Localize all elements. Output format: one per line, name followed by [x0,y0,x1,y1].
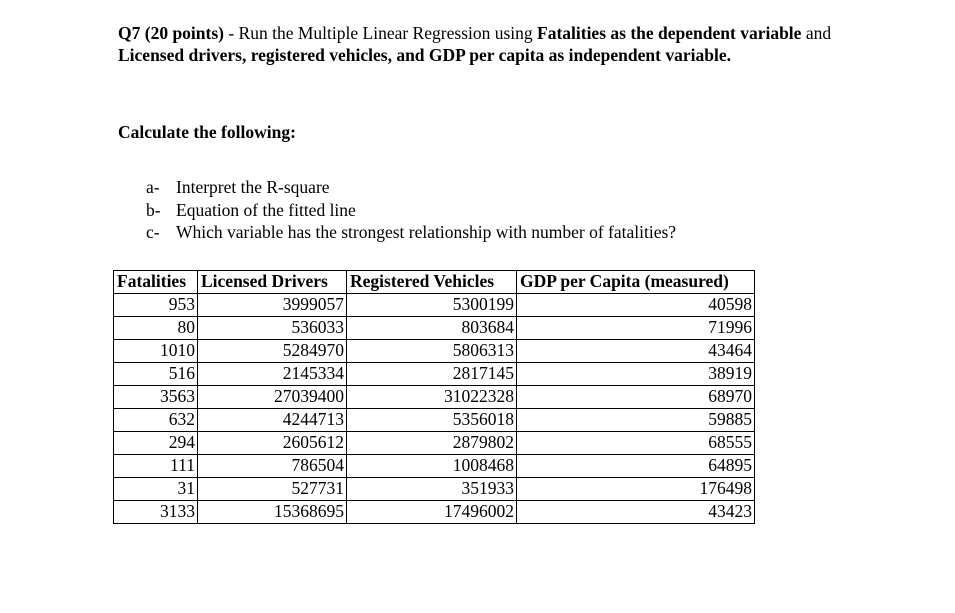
cell-registered-vehicles: 5356018 [347,409,517,432]
header-registered-vehicles: Registered Vehicles [347,271,517,294]
cell-registered-vehicles: 803684 [347,317,517,340]
cell-licensed-drivers: 536033 [198,317,347,340]
question-text-part-1: - Run the Multiple Linear Regression using [223,23,537,43]
task-list [146,176,676,244]
cell-licensed-drivers: 2145334 [198,363,347,386]
table-row [114,432,755,455]
cell-fatalities: 294 [114,432,198,455]
task-marker: a- [146,177,160,197]
cell-gdp-per-capita: 38919 [517,363,755,386]
dependent-variable: Fatalities as the dependent variable [537,23,802,43]
table-row [114,386,755,409]
cell-licensed-drivers: 527731 [198,478,347,501]
table-row [114,409,755,432]
cell-fatalities: 516 [114,363,198,386]
cell-fatalities: 1010 [114,340,198,363]
cell-fatalities: 3563 [114,386,198,409]
cell-fatalities: 3133 [114,501,198,524]
cell-gdp-per-capita: 59885 [517,409,755,432]
cell-licensed-drivers: 4244713 [198,409,347,432]
cell-licensed-drivers: 3999057 [198,294,347,317]
cell-gdp-per-capita: 43423 [517,501,755,524]
cell-licensed-drivers: 5284970 [198,340,347,363]
cell-registered-vehicles: 31022328 [347,386,517,409]
independent-variables: Licensed drivers, registered vehicles, and GDP per capita as independent variable. [118,45,731,65]
cell-fatalities: 31 [114,478,198,501]
table-row [114,317,755,340]
table-row [114,501,755,524]
cell-fatalities: 632 [114,409,198,432]
header-gdp-per-capita: GDP per Capita (measured) [517,271,755,294]
calculate-heading: Calculate the following: [118,122,296,142]
cell-registered-vehicles: 2817145 [347,363,517,386]
task-item [146,199,676,222]
cell-registered-vehicles: 1008468 [347,455,517,478]
cell-gdp-per-capita: 68970 [517,386,755,409]
task-item [146,176,676,199]
cell-fatalities: 953 [114,294,198,317]
data-table [113,270,755,524]
task-text: Equation of the fitted line [176,199,356,220]
table-row [114,478,755,501]
header-fatalities: Fatalities [114,271,198,294]
cell-gdp-per-capita: 71996 [517,317,755,340]
cell-licensed-drivers: 27039400 [198,386,347,409]
table-row [114,294,755,317]
cell-licensed-drivers: 2605612 [198,432,347,455]
question-text-part-2: and [801,23,832,43]
table-row [114,455,755,478]
task-marker: c- [146,222,160,242]
cell-fatalities: 80 [114,317,198,340]
cell-gdp-per-capita: 176498 [517,478,755,501]
task-marker: b- [146,199,161,220]
table-row [114,363,755,386]
table-row [114,340,755,363]
cell-gdp-per-capita: 43464 [517,340,755,363]
cell-registered-vehicles: 17496002 [347,501,517,524]
cell-gdp-per-capita: 68555 [517,432,755,455]
table-header-row [114,271,755,294]
cell-licensed-drivers: 15368695 [198,501,347,524]
cell-registered-vehicles: 5300199 [347,294,517,317]
cell-registered-vehicles: 5806313 [347,340,517,363]
task-text: Which variable has the strongest relationship with number of fatalities? [176,222,677,242]
question-label: Q7 (20 points) [118,23,224,43]
cell-gdp-per-capita: 40598 [517,294,755,317]
cell-licensed-drivers: 786504 [198,455,347,478]
header-licensed-drivers: Licensed Drivers [198,271,347,294]
cell-fatalities: 111 [114,455,198,478]
cell-registered-vehicles: 351933 [347,478,517,501]
question-text [118,22,858,66]
task-text: Interpret the R-square [176,177,330,197]
task-item [146,221,676,244]
cell-gdp-per-capita: 64895 [517,455,755,478]
cell-registered-vehicles: 2879802 [347,432,517,455]
